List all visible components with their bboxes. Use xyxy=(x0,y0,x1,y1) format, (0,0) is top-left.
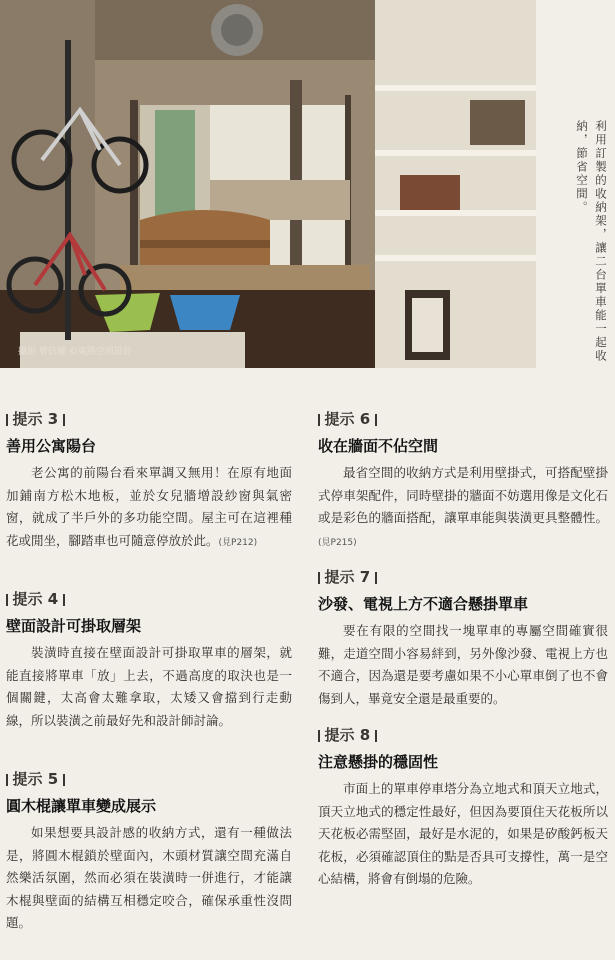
photo-caption: 利用訂製的收納架，讓二台單車能一起收納，節省空間。 xyxy=(575,120,608,363)
tip-title: 壁面設計可掛取層架 xyxy=(6,617,142,635)
tip-6 xyxy=(318,408,608,556)
tip-heading: 提示 4 xyxy=(6,588,292,610)
tip-body: 老公寓的前陽台看來單調又無用！在原有地面加鋪南方松木地板，並於女兒牆增設紗窗與氣密窗，就成了半戶外的多功能空間。屋主可在這裡種花或閒坐，腳踏車也可隨意停放於此。(見P212) xyxy=(6,465,292,548)
tip-heading: 提示 8 xyxy=(318,724,608,746)
tip-title: 善用公寓陽台 xyxy=(6,437,97,455)
tip-5 xyxy=(6,768,292,935)
tip-heading: 提示 5 xyxy=(6,768,292,790)
tip-body: 市面上的單車停車塔分為立地式和頂天立地式，頂天立地式的穩定性最好，但因為要頂住天花板所以天花板必需堅固，最好是水泥的，如果是矽酸鈣板天花板，必須確認頂住的點是否具可支撐性，萬一是空心結構，將會有倒塌的危險。 xyxy=(318,781,608,886)
tip-body: 如果想要具設計感的收納方式，還有一種做法是，將圓木棍鎖於壁面內，木頭材質讓空間充滿自然樂活氛圍，然而必須在裝潢時一併進行，才能讓木棍與壁面的結構互相穩定咬合，確保承重性沒問題。 xyxy=(6,825,292,930)
tip-body: 要在有限的空間找一塊單車的專屬空間確實很難，走道空間小容易絆到，另外像沙發、電視上方也不適合，因為還是要考慮如果不小心單車倒了也不會傷到人，畢竟安全還是最重要的。 xyxy=(318,623,608,706)
tip-title: 注意懸掛的穩固性 xyxy=(318,753,439,771)
tip-heading: 提示 7 xyxy=(318,566,608,588)
tip-title: 收在牆面不佔空間 xyxy=(318,437,439,455)
balcony-room-illustration xyxy=(0,0,536,368)
tip-7 xyxy=(318,566,608,714)
photo-credit: 攝影 曾信耀 ©東路空間設計 xyxy=(18,347,132,357)
tip-body: 最省空間的收納方式是利用壁掛式，可搭配壁掛式停車架配件，同時壁掛的牆面不妨選用像是文化石或是彩色的牆面搭配，讓單車能與裝潢更具整體性。(見P215) xyxy=(318,465,608,548)
tip-heading: 提示 6 xyxy=(318,408,608,430)
tip-8 xyxy=(318,724,608,891)
right-column xyxy=(318,408,608,901)
tip-heading: 提示 3 xyxy=(6,408,292,430)
tip-body: 裝潢時直接在壁面設計可掛取單車的層架，就能直接將單車「放」上去，不過高度的取決也是一個關鍵，太高會太難拿取，太矮又會擋到行走動線，所以裝潢之前最好先和設計師討論。 xyxy=(6,645,292,728)
interior-photo xyxy=(0,0,536,368)
left-column xyxy=(6,408,292,945)
tip-title: 圓木棍讓單車變成展示 xyxy=(6,797,157,815)
tip-title: 沙發、電視上方不適合懸掛單車 xyxy=(318,595,529,613)
tip-3 xyxy=(6,408,292,578)
tip-4 xyxy=(6,588,292,758)
